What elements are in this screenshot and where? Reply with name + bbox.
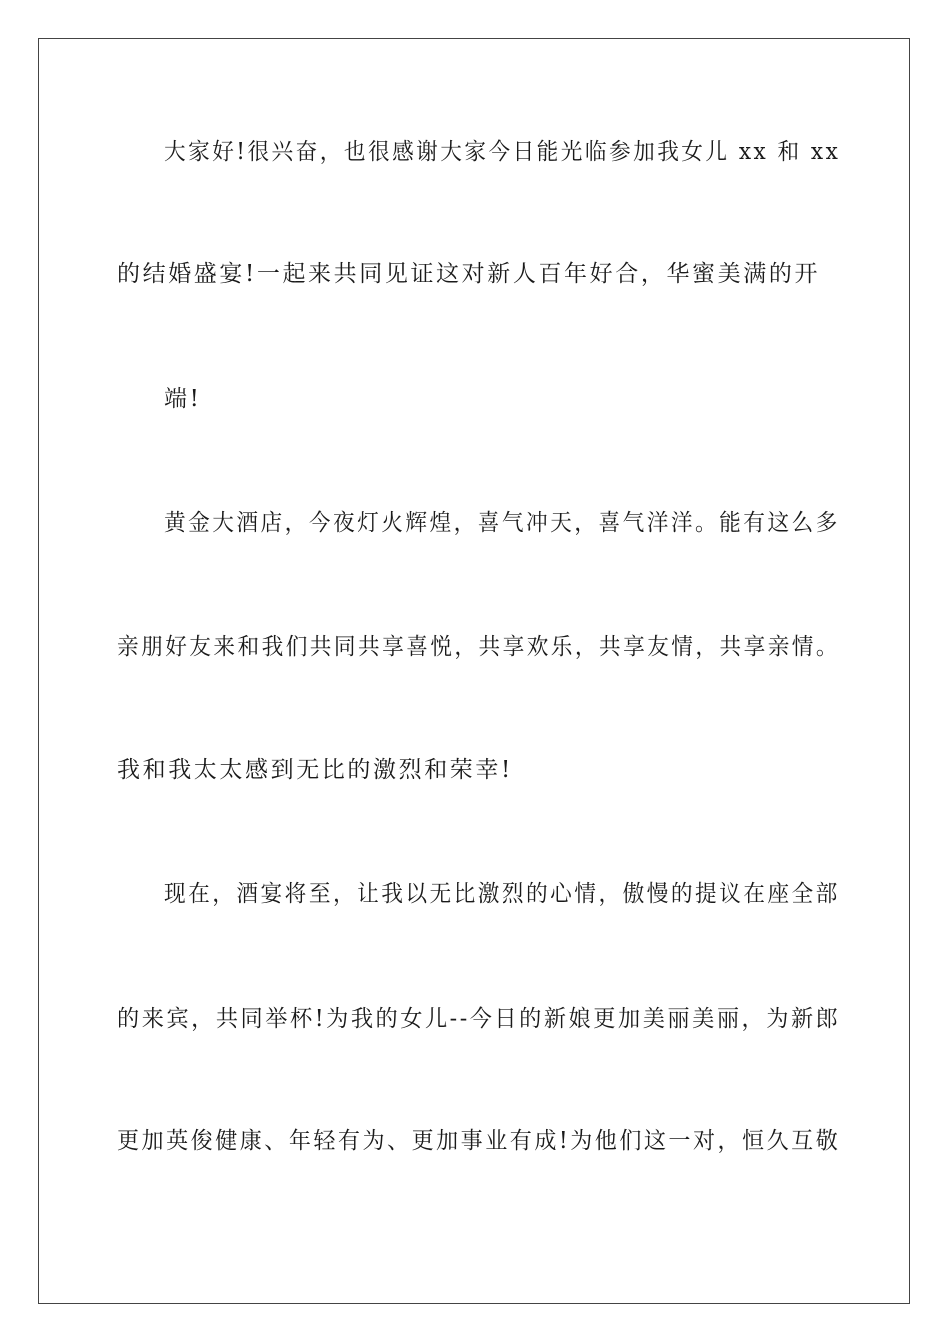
- text-line-6: 我和我太太感到无比的激烈和荣幸!: [117, 757, 513, 783]
- text-line-3: 端!: [164, 386, 202, 412]
- text-line-7: 现在，酒宴将至，让我以无比激烈的心情，傲慢的提议在座全部: [164, 881, 840, 907]
- text-line-5: 亲朋好友来和我们共同共享喜悦，共享欢乐，共享友情，共享亲情。: [117, 634, 840, 660]
- text-line-4: 黄金大酒店，今夜灯火辉煌，喜气冲天，喜气洋洋。能有这么多: [164, 510, 840, 536]
- text-line-1: 大家好!很兴奋，也很感谢大家今日能光临参加我女儿 xx 和 xx: [164, 139, 841, 165]
- text-line-2: 的结婚盛宴!一起来共同见证这对新人百年好合，华蜜美满的开: [117, 261, 821, 287]
- page-frame: [38, 38, 910, 1304]
- text-line-9: 更加英俊健康、年轻有为、更加事业有成!为他们这一对，恒久互敬: [117, 1128, 841, 1154]
- text-line-8: 的来宾，共同举杯!为我的女儿--今日的新娘更加美丽美丽，为新郎: [117, 1006, 841, 1032]
